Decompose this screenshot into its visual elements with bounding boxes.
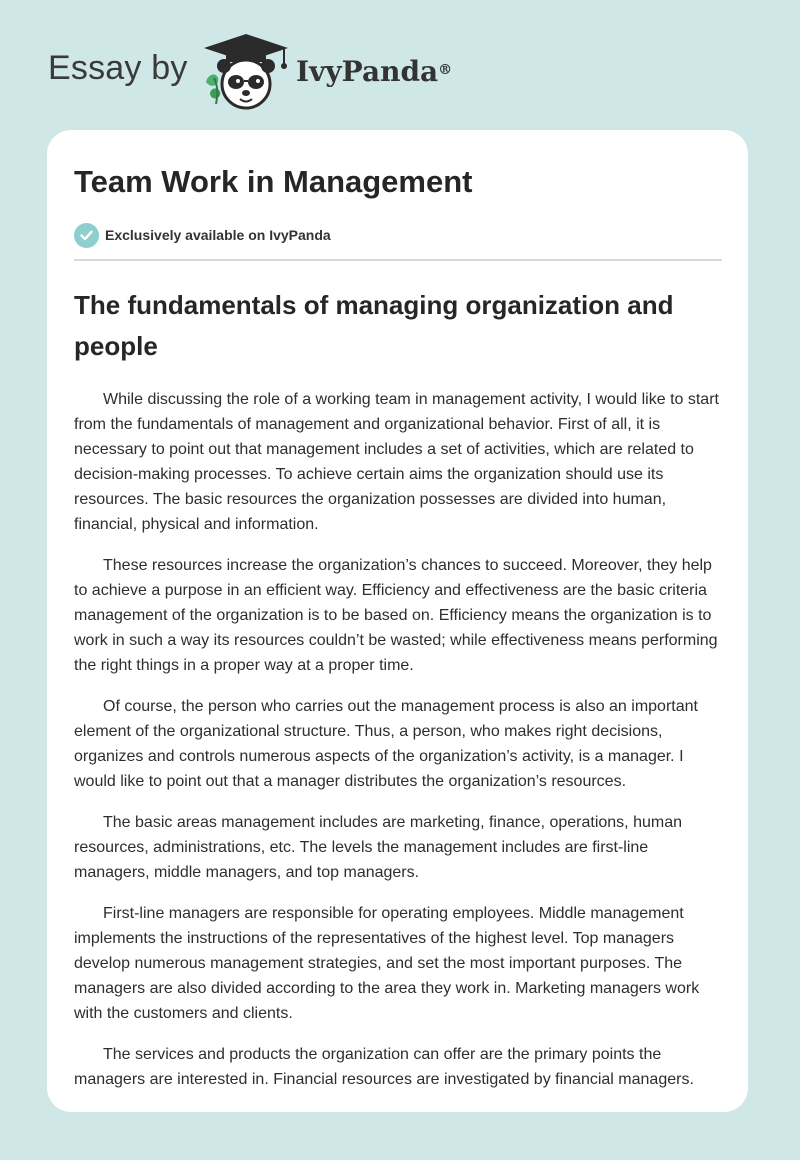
essay-body [74, 387, 722, 1092]
essay-title: Team Work in Management [74, 164, 473, 199]
paragraph: The services and products the organization can offer are the primary points the managers are interested in. Financial resources are investigated by financial managers. [74, 1046, 694, 1088]
paragraph: First-line managers are responsible for operating employees. Middle management implements the instructions of the representatives of the highest level. Top managers develop numerous management strategies, and set the most important purposes. The managers are also divided according to the area they work in. Marketing managers work with the customers and clients. [74, 905, 700, 1022]
trademark-symbol: ® [438, 62, 453, 78]
paragraph: While discussing the role of a working team in management activity, I would like to start from the fundamentals of management and organizational behavior. First of all, it is necessary to point out that management includes a set of activities, which are related to decision-making processes. To achieve certain aims the organization should use its resources. The basic resources the organization possesses are divided into human, financial, physical and information. [74, 391, 719, 533]
paragraph: Of course, the person who carries out the management process is also an important element of the organizational structure. Thus, a person, who makes right decisions, organizes and controls numerous aspects of the organization’s activity, is a manager. I would like to point out that a manager distributes the organization’s resources. [74, 698, 698, 790]
section-heading: The fundamentals of managing organization and people [74, 290, 674, 361]
ivypanda-logo-icon[interactable] [200, 30, 292, 112]
brand-text: IvyPanda [296, 55, 439, 88]
paragraph: The basic areas management includes are marketing, finance, operations, human resources, administrations, etc. The levels the management includes are first-line managers, middle managers, and top managers. [74, 814, 682, 881]
title-divider [74, 259, 722, 261]
paragraph: These resources increase the organization’s chances to succeed. Moreover, they help to achieve a purpose in an efficient way. Efficiency and effectiveness are the basic criteria management of the organization is to be based on. Efficiency means the organization is to work in such a way its resources couldn’t be wasted; while effectiveness means performing the right things in a proper way at a proper time. [74, 557, 718, 674]
exclusive-label: Exclusively available on IvyPanda [105, 227, 331, 243]
site-header [0, 0, 800, 120]
essay-card [47, 130, 748, 1112]
check-icon [74, 223, 99, 248]
exclusive-badge [74, 222, 722, 248]
brand-name[interactable] [296, 54, 452, 90]
essay-by-label: Essay by [48, 49, 188, 87]
